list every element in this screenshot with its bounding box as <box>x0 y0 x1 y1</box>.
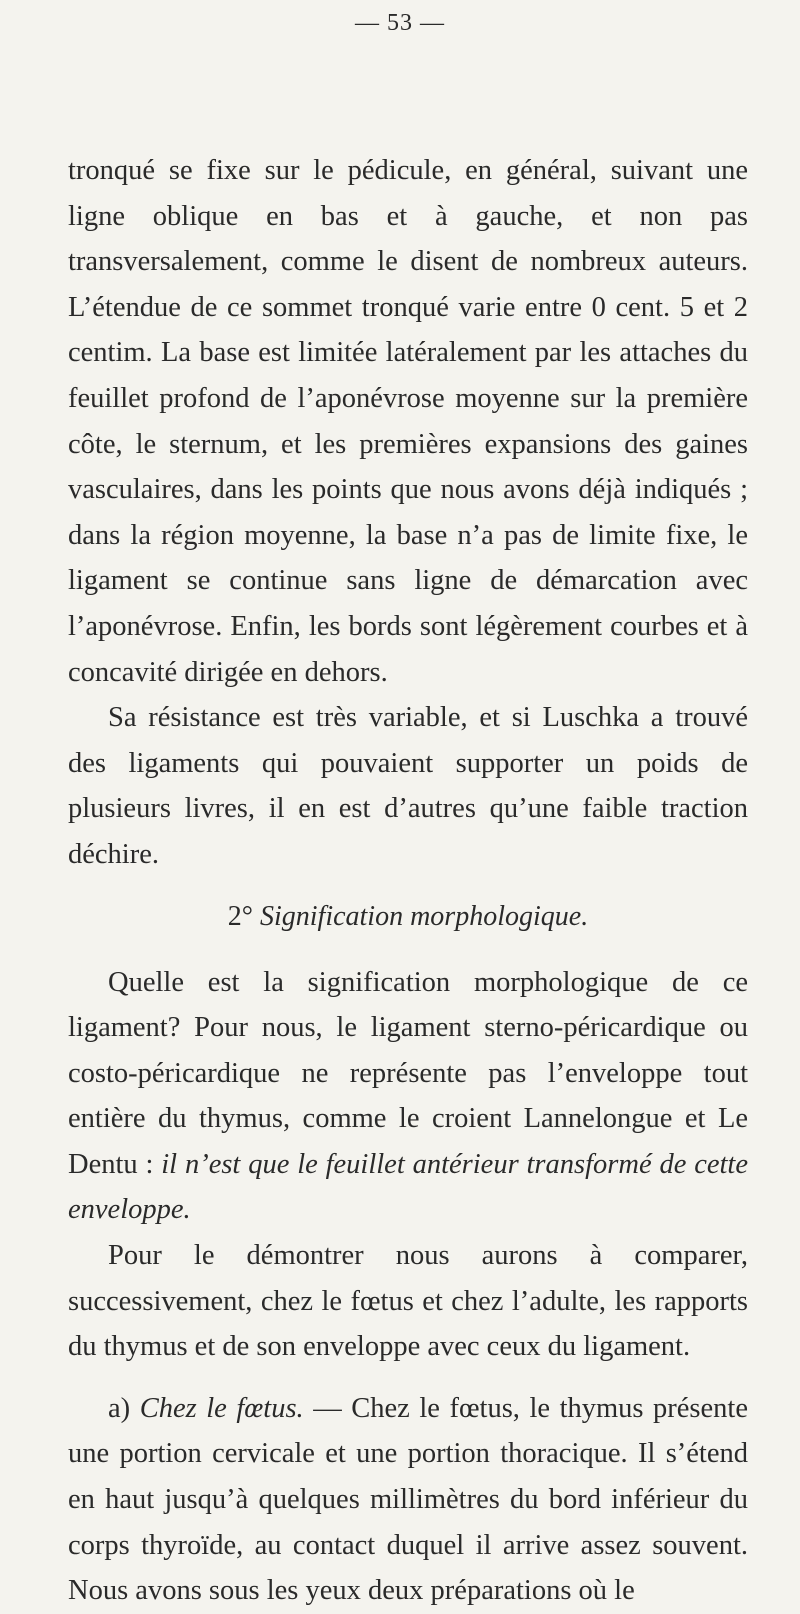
paragraph-3-italic: il n’est que le feuillet antérieur transformé de cette enveloppe. <box>68 1148 748 1226</box>
paragraph-5-italic: Chez le fœtus. <box>139 1392 304 1424</box>
paragraph-3 <box>68 960 748 1234</box>
page-number: — 53 — <box>355 10 445 36</box>
section-heading-number: 2° <box>227 900 253 932</box>
section-heading <box>68 896 748 938</box>
paragraph-5-label: a) <box>108 1392 140 1424</box>
paragraph-4: Pour le démontrer nous aurons à comparer, successivement, chez le fœtus et chez l’adulte, les rapports du thymus et de son enveloppe avec ceux du ligament. <box>68 1240 748 1363</box>
section-heading-text: Signification morphologique. <box>259 900 589 932</box>
paragraph-3-text: Quelle est la signification morphologique de ce ligament? Pour nous, le ligament sterno-péricardique ou costo-péricardique ne représente pas l’enveloppe tout entière du thymus, comme le croient Lannelongue et Le Dentu : <box>68 966 748 1180</box>
paragraph-5 <box>68 1386 748 1614</box>
paragraph-2: Sa résistance est très variable, et si Luschka a trouvé des ligaments qui pouvaient supporter un poids de plusieurs livres, il en est d’autres qu’une faible traction déchire. <box>68 702 748 870</box>
paragraph-1: tronqué se fixe sur le pédicule, en général, suivant une ligne oblique en bas et à gauche, et non pas transversalement, comme le disent de nombreux auteurs. L’étendue de ce sommet tronqué varie entre 0 cent. 5 et 2 centim. La base est limitée latéralement par les attaches du feuillet profond de l’aponévrose moyenne sur la première côte, le sternum, et les premières expansions des gaines vasculaires, dans les points que nous avons déjà indiqués ; dans la région moyenne, la base n’a pas de limite fixe, le ligament se continue sans ligne de démarcation avec l’aponévrose. Enfin, les bords sont légèrement courbes et à concavité dirigée en dehors. <box>68 155 748 688</box>
paragraph-5-text: — Chez le fœtus, le thymus présente une portion cervicale et une portion thoracique. Il s’étend en haut jusqu’à quelques millimètres du bord inférieur du corps thyroïde, au contact duquel il arrive assez souvent. Nous avons sous les yeux deux préparations où le <box>68 1392 748 1607</box>
text-body <box>68 148 748 1614</box>
